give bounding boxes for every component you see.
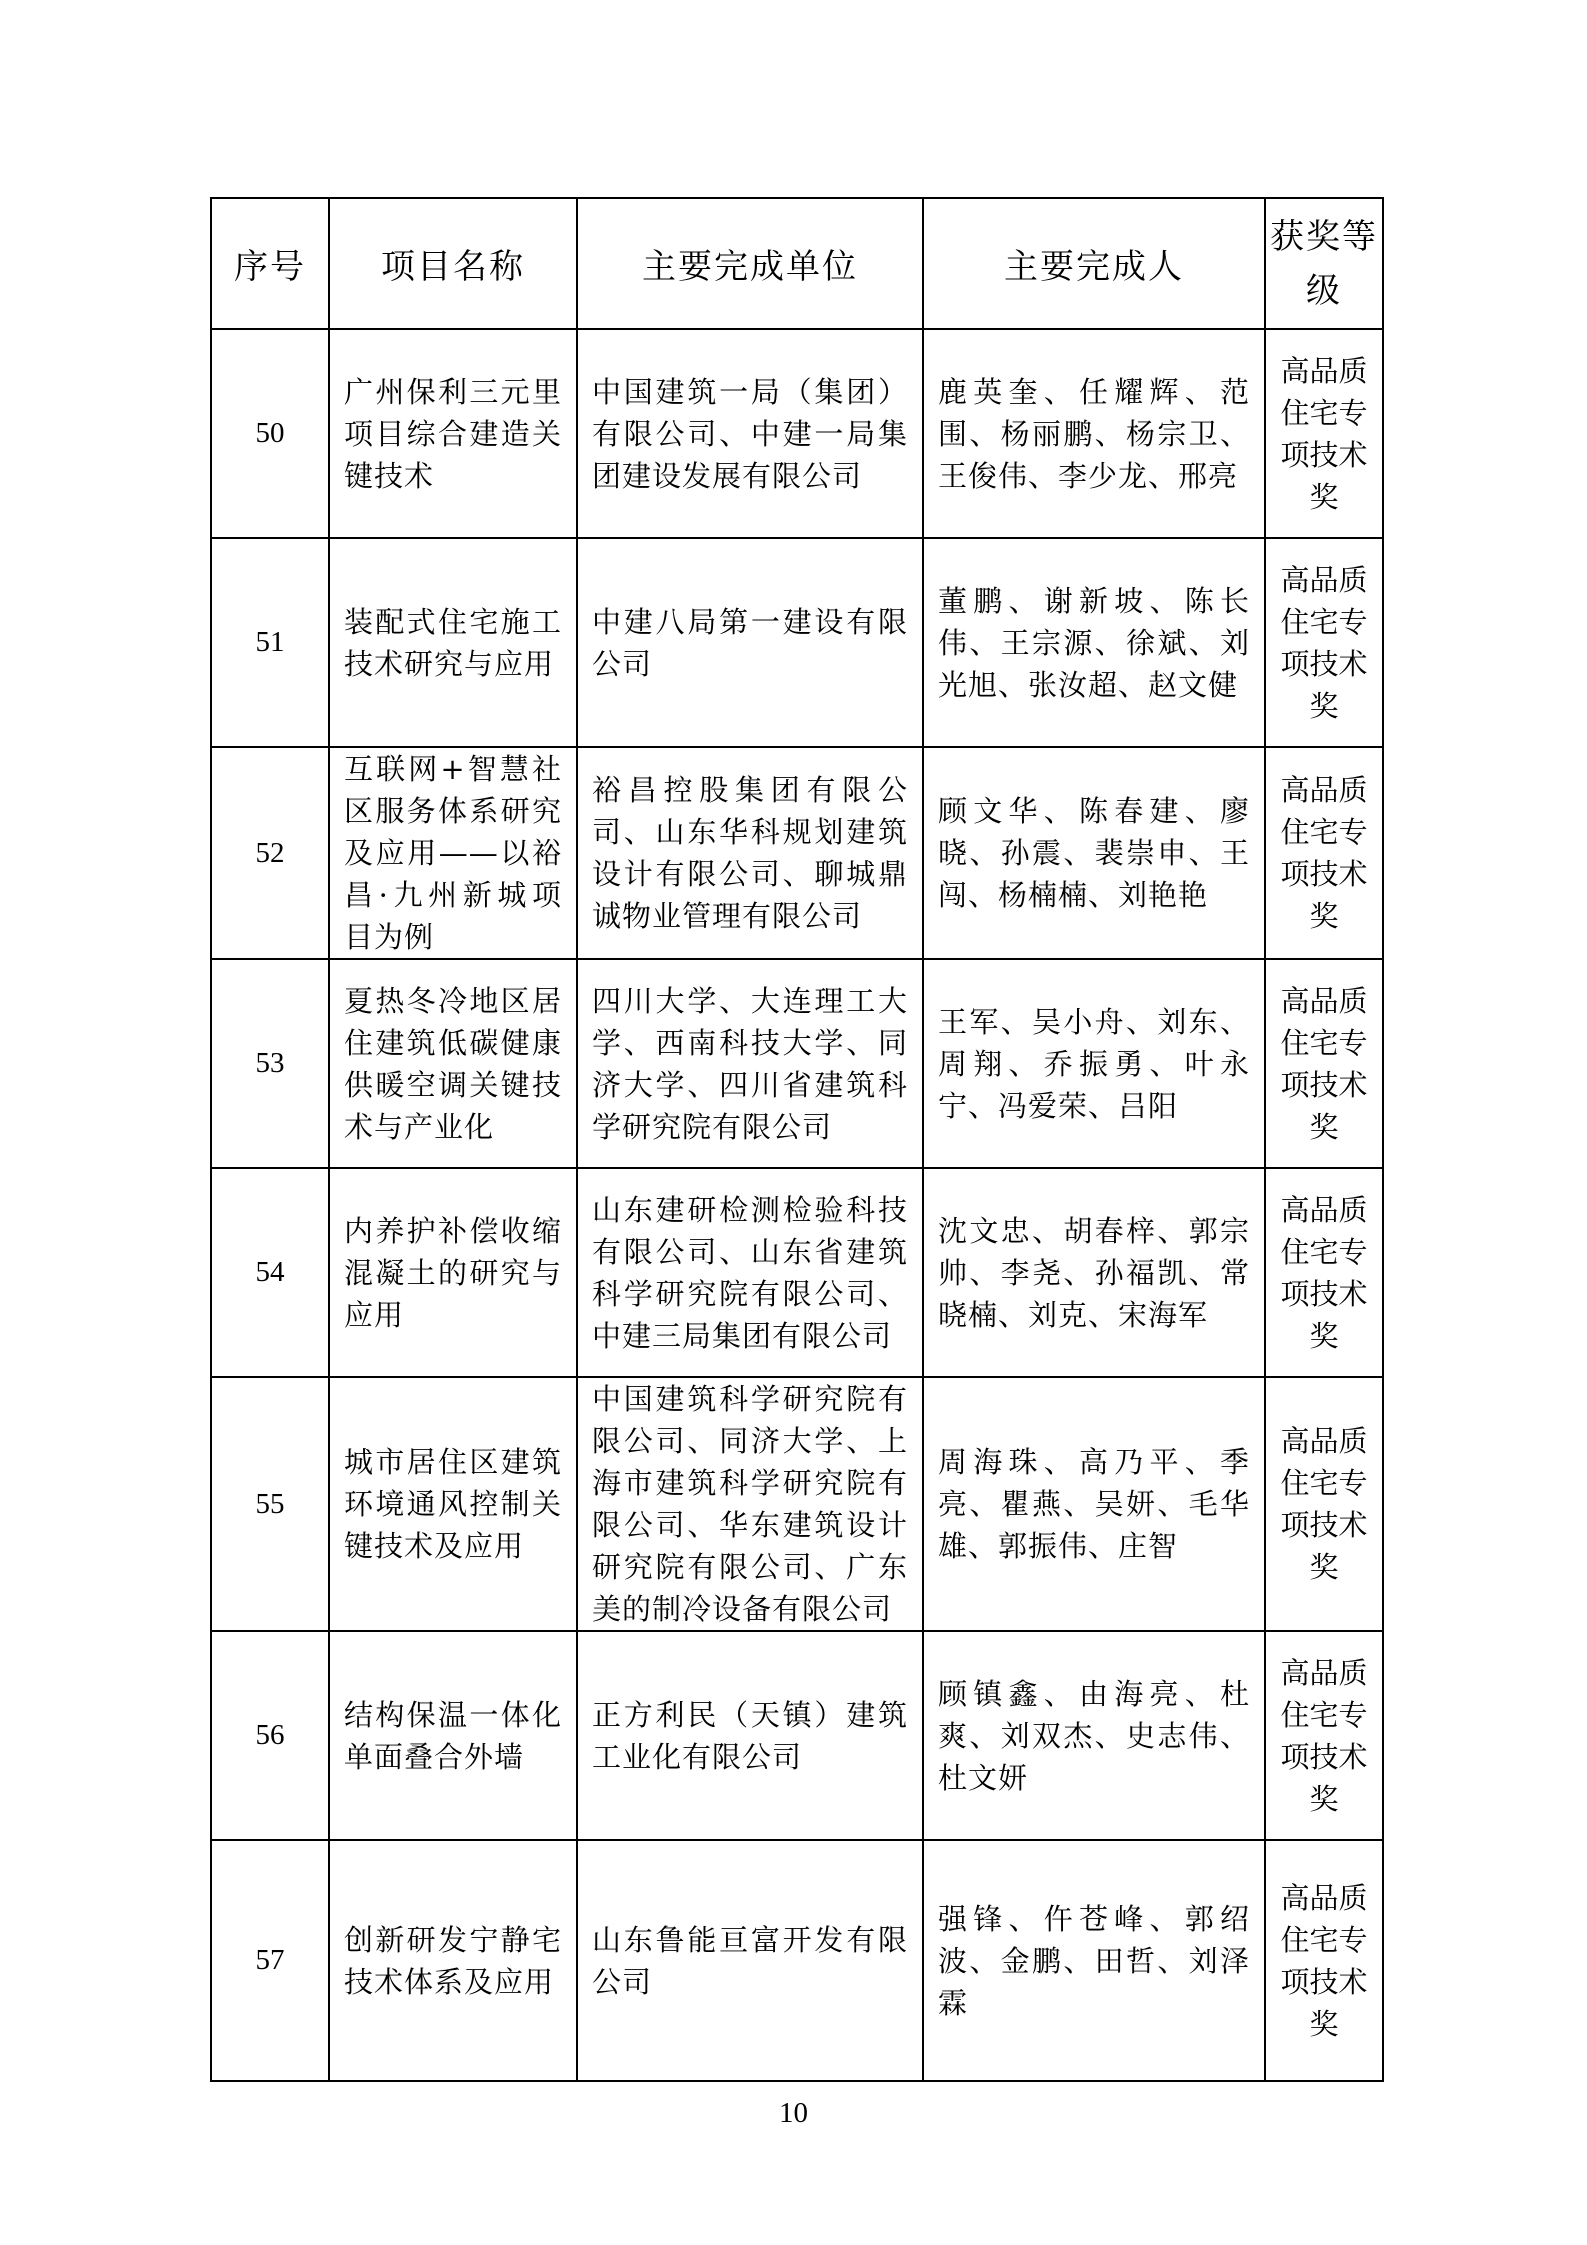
table-row bbox=[211, 1840, 1383, 2081]
award-level: 高品质住宅专项技术奖 bbox=[1265, 538, 1383, 747]
row-number: 50 bbox=[211, 329, 329, 538]
project-name: 广州保利三元里项目综合建造关键技术 bbox=[329, 329, 577, 538]
main-units: 山东建研检测检验科技有限公司、山东省建筑科学研究院有限公司、中建三局集团有限公司 bbox=[577, 1168, 923, 1377]
award-table bbox=[210, 197, 1384, 2082]
award-level: 高品质住宅专项技术奖 bbox=[1265, 1168, 1383, 1377]
main-people: 王军、吴小舟、刘东、周翔、乔振勇、叶永宁、冯爱荣、吕阳 bbox=[923, 959, 1265, 1168]
award-level: 高品质住宅专项技术奖 bbox=[1265, 329, 1383, 538]
main-units: 四川大学、大连理工大学、西南科技大学、同济大学、四川省建筑科学研究院有限公司 bbox=[577, 959, 923, 1168]
header-row bbox=[211, 198, 1383, 329]
main-people: 强锋、仵苍峰、郭绍波、金鹏、田哲、刘泽霖 bbox=[923, 1840, 1265, 2081]
table-row bbox=[211, 1377, 1383, 1631]
project-name: 结构保温一体化单面叠合外墙 bbox=[329, 1631, 577, 1840]
award-level: 高品质住宅专项技术奖 bbox=[1265, 1631, 1383, 1840]
main-units: 中国建筑科学研究院有限公司、同济大学、上海市建筑科学研究院有限公司、华东建筑设计研究院有限公司、广东美的制冷设备有限公司 bbox=[577, 1377, 923, 1631]
header-main-people: 主要完成人 bbox=[923, 198, 1265, 329]
row-number: 56 bbox=[211, 1631, 329, 1840]
row-number: 54 bbox=[211, 1168, 329, 1377]
main-people: 鹿英奎、任耀辉、范围、杨丽鹏、杨宗卫、王俊伟、李少龙、邢亮 bbox=[923, 329, 1265, 538]
table-row bbox=[211, 1168, 1383, 1377]
main-units: 中建八局第一建设有限公司 bbox=[577, 538, 923, 747]
main-units: 裕昌控股集团有限公司、山东华科规划建筑设计有限公司、聊城鼎诚物业管理有限公司 bbox=[577, 747, 923, 959]
main-people: 周海珠、高乃平、季亮、瞿燕、吴妍、毛华雄、郭振伟、庄智 bbox=[923, 1377, 1265, 1631]
header-project-name: 项目名称 bbox=[329, 198, 577, 329]
project-name: 城市居住区建筑环境通风控制关键技术及应用 bbox=[329, 1377, 577, 1631]
project-name: 创新研发宁静宅技术体系及应用 bbox=[329, 1840, 577, 2081]
header-main-units: 主要完成单位 bbox=[577, 198, 923, 329]
header-number: 序号 bbox=[211, 198, 329, 329]
project-name: 内养护补偿收缩混凝土的研究与应用 bbox=[329, 1168, 577, 1377]
main-units: 正方利民（天镇）建筑工业化有限公司 bbox=[577, 1631, 923, 1840]
header-award-level: 获奖等级 bbox=[1265, 198, 1383, 329]
award-level: 高品质住宅专项技术奖 bbox=[1265, 1377, 1383, 1631]
main-people: 沈文忠、胡春梓、郭宗帅、李尧、孙福凯、常晓楠、刘克、宋海军 bbox=[923, 1168, 1265, 1377]
award-level: 高品质住宅专项技术奖 bbox=[1265, 747, 1383, 959]
main-people: 顾镇鑫、由海亮、杜爽、刘双杰、史志伟、杜文妍 bbox=[923, 1631, 1265, 1840]
table-row bbox=[211, 959, 1383, 1168]
award-level: 高品质住宅专项技术奖 bbox=[1265, 1840, 1383, 2081]
table-row bbox=[211, 747, 1383, 959]
page-number: 10 bbox=[779, 2097, 808, 2129]
row-number: 53 bbox=[211, 959, 329, 1168]
award-level: 高品质住宅专项技术奖 bbox=[1265, 959, 1383, 1168]
table-row bbox=[211, 1631, 1383, 1840]
project-name: 互联网+智慧社区服务体系研究及应用——以裕昌·九州新城项目为例 bbox=[329, 747, 577, 959]
main-people: 董鹏、谢新坡、陈长伟、王宗源、徐斌、刘光旭、张汝超、赵文健 bbox=[923, 538, 1265, 747]
row-number: 52 bbox=[211, 747, 329, 959]
row-number: 57 bbox=[211, 1840, 329, 2081]
row-number: 55 bbox=[211, 1377, 329, 1631]
main-units: 中国建筑一局（集团）有限公司、中建一局集团建设发展有限公司 bbox=[577, 329, 923, 538]
table-row bbox=[211, 329, 1383, 538]
main-units: 山东鲁能亘富开发有限公司 bbox=[577, 1840, 923, 2081]
table-row bbox=[211, 538, 1383, 747]
main-people: 顾文华、陈春建、廖晓、孙震、裴崇申、王闯、杨楠楠、刘艳艳 bbox=[923, 747, 1265, 959]
project-name: 夏热冬冷地区居住建筑低碳健康供暖空调关键技术与产业化 bbox=[329, 959, 577, 1168]
project-name: 装配式住宅施工技术研究与应用 bbox=[329, 538, 577, 747]
row-number: 51 bbox=[211, 538, 329, 747]
